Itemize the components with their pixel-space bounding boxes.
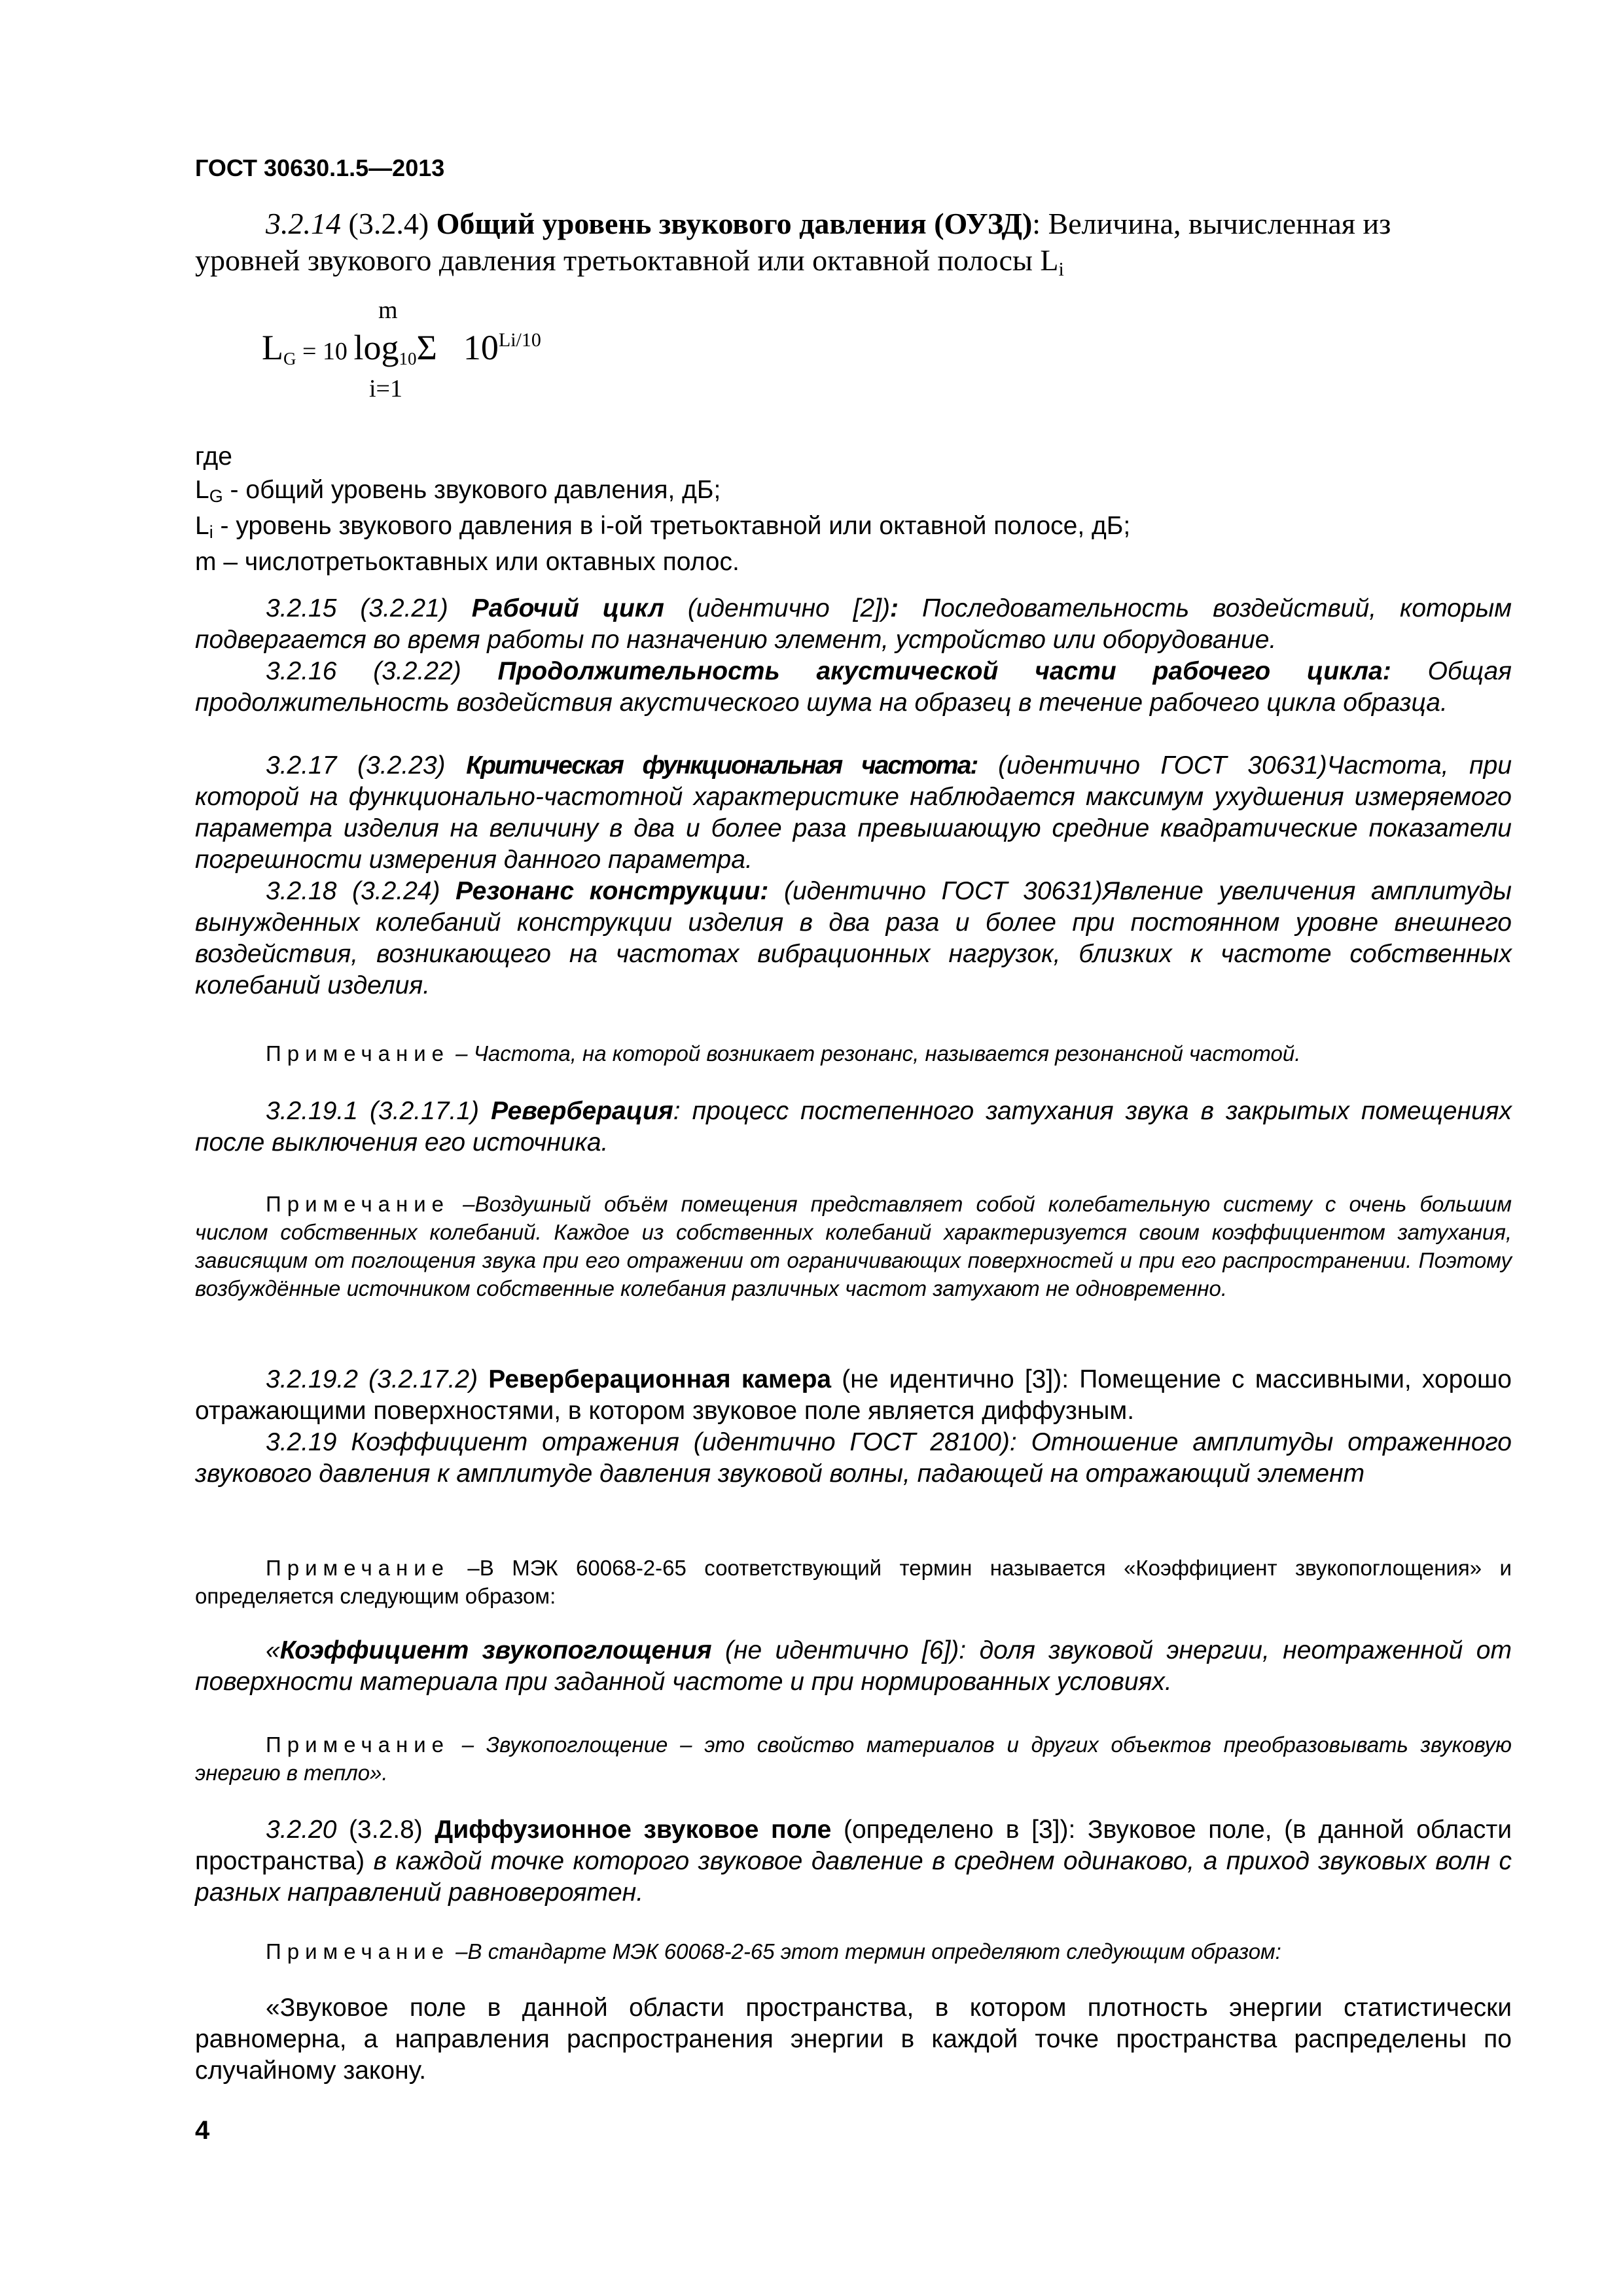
- term-definition: Коэффициент отражения (идентично ГОСТ 28100): Отношение амплитуды отраженного звукового давления к амплитуде давления звуковой волны, падающей на отражающий элемент: [195, 1428, 1512, 1488]
- legend-label: где: [195, 442, 232, 471]
- term-definition: (не идентично [3]): Помещение с массивными, хорошо отражающими поверхностями, в котором звуковое поле является диффузным.: [195, 1365, 1512, 1425]
- term-number: 3.2.16 (3.2.22): [266, 657, 461, 685]
- quote-term: Коэффициент звукопоглощения: [279, 1636, 712, 1664]
- legend-line-lg: LG - общий уровень звукового давления, дБ;: [195, 476, 721, 506]
- term-definition-plain: (определено в [3]): Звуковое поле, (в данной области пространства): [195, 1816, 1512, 1875]
- term-3-2-16: [195, 656, 1512, 719]
- term-definition: : процесс постепенного затухания звука в закрытых помещениях после выключения его источника.: [195, 1097, 1512, 1157]
- term-definition: (идентично ГОСТ 30631)Частота, при которой на функционально-частотной характеристике наблюдается максимум ухудшения измеряемого параметра изделия на величину в два и более раза превышающую средние квадратические показатели погрешности измерения данного параметра.: [195, 751, 1512, 874]
- note-absorption: [195, 1731, 1512, 1787]
- term-3-2-14: [195, 206, 1512, 283]
- note-label: Примечание: [266, 1939, 450, 1964]
- term-definition-part2: уровней звукового давления третьоктавной или октавной полосы L: [195, 243, 1059, 277]
- term-3-2-17: [195, 750, 1512, 876]
- term-title: Реверберация: [491, 1097, 673, 1125]
- legend-line-m: m – числотретьоктавных или октавных полос.: [195, 548, 740, 576]
- term-title: Диффузионное звуковое поле: [435, 1816, 832, 1844]
- note-text: – Звукопоглощение – это свойство материалов и других объектов преобразовывать звуковую энергию в тепло».: [195, 1732, 1512, 1785]
- term-definition-part1: : Величина, вычисленная из: [1032, 207, 1391, 240]
- term-title: Рабочий цикл: [471, 594, 664, 622]
- term-definition: (идентично ГОСТ 30631)Явление увеличения амплитуды вынужденных колебаний конструкции изделия в два раза и более при постоянном уровне внешнего воздействия, возникающего на частотах вибрационных нагрузок, близких к частоте собственных колебаний изделия.: [195, 877, 1512, 999]
- formula-exponent: Li/10: [498, 329, 541, 351]
- formula-upper-limit: m: [378, 296, 398, 324]
- term-number: 3.2.15 (3.2.21): [266, 594, 448, 622]
- formula-main: [262, 327, 541, 368]
- term-3-2-20: [195, 1814, 1512, 1909]
- term-definition-subscript: i: [1058, 259, 1064, 280]
- note-label: Примечание: [266, 1192, 450, 1216]
- symbol-legend: [195, 440, 1130, 579]
- term-title: Критическая функциональная частота:: [466, 751, 978, 780]
- term-number: 3.2.18 (3.2.24): [266, 877, 440, 905]
- note-reverberation: [195, 1190, 1512, 1302]
- term-title: Общий уровень звукового давления (ОУЗД): [436, 207, 1033, 240]
- quote-absorption-coefficient: «Коэффициент звукопоглощения (не идентично [6]): доля звуковой энергии, неотраженной от поверхности материала при заданной частоте и при нормированных условиях.: [195, 1636, 1512, 1696]
- note-label: Примечание: [266, 1556, 450, 1580]
- quote-diffuse-field: [195, 1992, 1512, 2087]
- page-number: 4: [195, 2116, 210, 2145]
- formula-sigma: Σ: [416, 328, 437, 367]
- term-ref: (3.2.8): [336, 1816, 423, 1844]
- term-title: Резонанс конструкции:: [455, 877, 769, 905]
- note-diffuse-field: [195, 1937, 1512, 1965]
- term-title: Реверберационная камера: [488, 1365, 832, 1393]
- quote-text: «Звуковое поле в данной области пространства, в котором плотность энергии статистически равномерна, а направления распространения энергии в каждой точке пространства распределены по случайному закону.: [195, 1994, 1512, 2085]
- term-3-2-19-1: [195, 1096, 1512, 1158]
- formula-lhs: L: [262, 328, 283, 367]
- legend-line-li: Li - уровень звукового давления в i-ой третьоктавной или октавной полосе, дБ;: [195, 512, 1131, 542]
- term-3-2-18: [195, 876, 1512, 1001]
- term-number: 3.2.19: [266, 1428, 337, 1456]
- note-iec-term: [195, 1554, 1512, 1610]
- term-3-2-19: [195, 1427, 1512, 1490]
- term-3-2-15: 3.2.15 (3.2.21) Рабочий цикл (идентично [2]): Последовательность воздействий, которым подвергается во время работы по назначению элемент, устройство или оборудование.: [195, 594, 1512, 654]
- note-text: – Частота, на которой возникает резонанс, называется резонансной частотой.: [450, 1041, 1301, 1066]
- note-label: Примечание: [266, 1041, 450, 1066]
- note-resonance: [195, 1039, 1512, 1067]
- formula-equals: = 10: [296, 338, 354, 365]
- term-title: Продолжительность акустической части рабочего цикла:: [497, 657, 1391, 685]
- note-label: Примечание: [266, 1732, 450, 1757]
- term-definition: Последовательность воздействий, которым подвергается во время работы по назначению элемент, устройство или оборудование.: [195, 594, 1512, 654]
- term-number: 3.2.19.1 (3.2.17.1): [266, 1097, 479, 1125]
- term-definition-italic: в каждой точке которого звуковое давление в среднем одинаково, а приход звуковых волн с разных направлений равновероятен.: [195, 1847, 1512, 1907]
- term-number: 3.2.17 (3.2.23): [266, 751, 446, 780]
- term-number: 3.2.20: [266, 1816, 337, 1844]
- term-definition: Общая продолжительность воздействия акустического шума на образец в течение рабочего цикла образца.: [195, 657, 1512, 717]
- formula-log-base: 10: [399, 349, 417, 368]
- term-number: 3.2.19.2 (3.2.17.2): [266, 1365, 478, 1393]
- quote-definition: (не идентично [6]): доля звуковой энергии, неотраженной от поверхности материала при заданной частоте и при нормированных условиях.: [195, 1636, 1512, 1696]
- term-ident: (идентично [2]): [664, 594, 891, 622]
- formula-power-base: 10: [463, 328, 499, 367]
- formula-lhs-subscript: G: [283, 349, 296, 368]
- term-number: 3.2.14: [266, 207, 341, 240]
- formula-log: log: [353, 328, 399, 367]
- formula-lower-limit: i=1: [369, 375, 402, 403]
- note-text: –В МЭК 60068-2-65 соответствующий термин называется «Коэффициент звукопоглощения» и определяется следующим образом:: [195, 1556, 1512, 1608]
- note-text: –В стандарте МЭК 60068-2-65 этот термин определяют следующим образом:: [450, 1939, 1281, 1964]
- term-ref: (3.2.4): [348, 207, 429, 240]
- standard-code-header: ГОСТ 30630.1.5—2013: [195, 154, 445, 181]
- term-3-2-19-2: [195, 1364, 1512, 1427]
- note-text: –Воздушный объём помещения представляет собой колебательную систему с очень большим числом собственных колебаний. Каждое из собственных колебаний характеризуется своим коэффициентом затухания, зависящим от поглощения звука при его отражении от ограничивающих поверхностей и при его распространении. Поэтому возбуждённые источником собственные колебания различных частот затухают не одновременно.: [195, 1192, 1512, 1300]
